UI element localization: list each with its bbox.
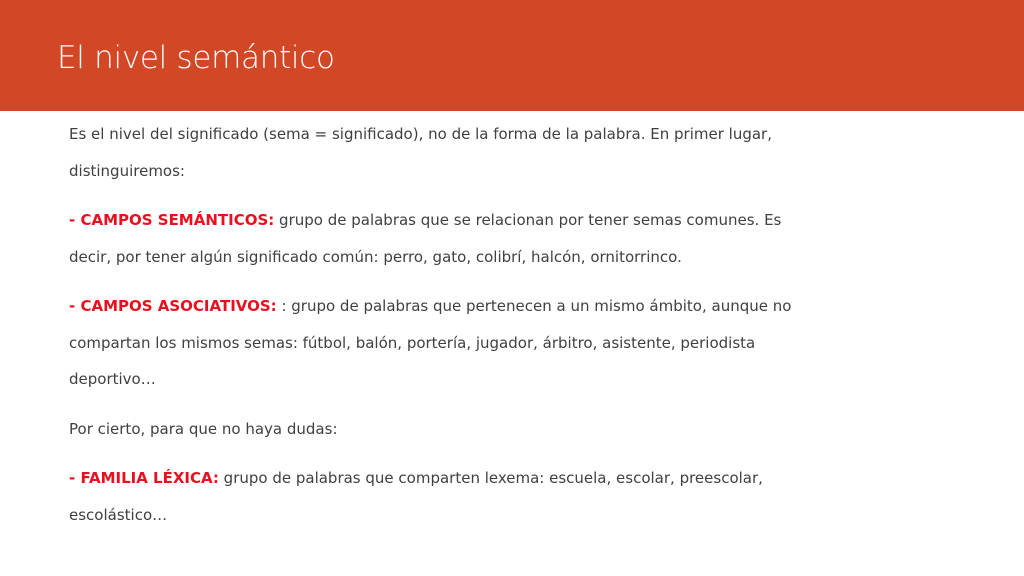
term-familia-lexica: - FAMILIA LÉXICA: [69,469,219,487]
slide-title: El nivel semántico [57,40,335,76]
note-text: Por cierto, para que no haya dudas: [69,419,338,438]
definition-familia-lexica: grupo de palabras que comparten lexema: escuela, escolar, preescolar, escolástico… [69,469,763,524]
term-campos-semanticos: - CAMPOS SEMÁNTICOS: [69,211,275,229]
definition-campos-semanticos: grupo de palabras que se relacionan por tener semas comunes. Es decir, por tener algún significado común: perro, gato, colibrí, halcón, ornitorrinco. [69,211,782,266]
paragraph-intro [69,116,809,189]
intro-text: Es el nivel del significado (sema = significado), no de la forma de la palabra. En primer lugar, distinguiremos: [69,125,772,180]
paragraph-familia-lexica [69,460,809,533]
definition-campos-asociativos: : grupo de palabras que pertenecen a un mismo ámbito, aunque no compartan los mismos semas: fútbol, balón, portería, jugador, árbitro, asistente, periodista deportivo… [69,297,792,388]
title-bar [0,0,1024,111]
paragraph-note [69,411,809,448]
slide-body [69,116,809,546]
paragraph-campos-asociativos [69,288,809,398]
term-campos-asociativos: - CAMPOS ASOCIATIVOS: [69,297,277,315]
paragraph-campos-semanticos [69,202,809,275]
